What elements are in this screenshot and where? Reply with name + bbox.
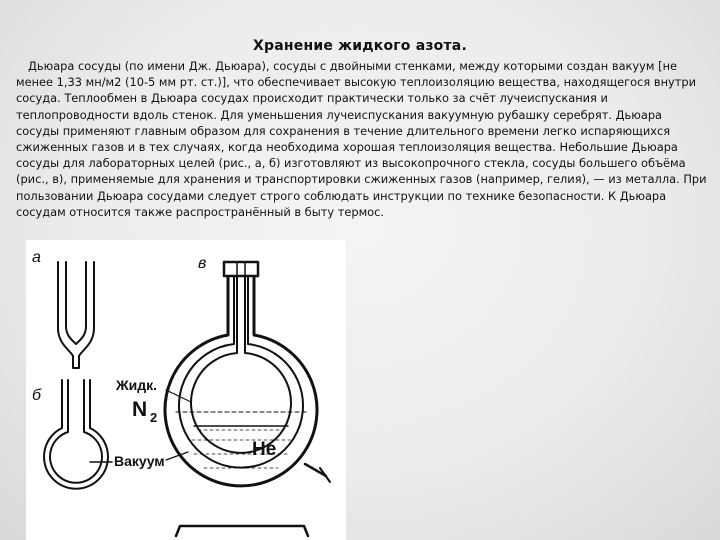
figure-label-b: б [32,387,41,404]
figure-label-a: а [32,249,41,266]
dewar-b-diagram [44,380,112,489]
figure-label-n: N [132,398,148,421]
body-paragraph: Дьюара сосуды (по имени Дж. Дьюара), сосуды с двойными стенками, между которыми создан вакуум [не менее 1,33 мн/м2 (10-5 мм рт. ст.)], что обеспечивает высокую теплоизоляцию вещества, находящегося внутри сосуда. Теплообмен в Дьюара сосудах происходит практически только за счёт лучеиспускания и теплопроводности вдоль стенок. Для уменьшения лучеиспускания вакуумную рубашку серебрят. Дьюара сосуды применяют главным образом для сохранения в течение длительного времени легко испаряющихся сжиженных газов и в тех случаях, когда необходима хорошая теплоизоляция вещества. Небольшие Дьюара сосуды для лабораторных целей (рис., а, б) изготовляют из высокопрочного стекла, сосуды большего объёма (рис., в), применяемые для хранения и транспортировки сжиженных газов (например, гелия), — из металла. При пользовании Дьюара сосудами следует строго соблюдать инструкции по технике безопасности. К Дьюара сосудам относится также распространённый в быту термос. [16,59,707,219]
page-title: Хранение жидкого азота. [253,38,467,54]
figure-label-liquid: Жидк. [116,377,158,393]
dewar-a-diagram [58,262,94,368]
figure-label-vacuum: Вакуум [114,453,165,469]
figure-label-he: He [252,439,277,460]
dewar-figure [26,240,346,540]
figure-label-v: в [198,255,207,272]
dewar-v-diagram [165,262,330,536]
figure-label-n-subscript: 2 [150,410,158,425]
